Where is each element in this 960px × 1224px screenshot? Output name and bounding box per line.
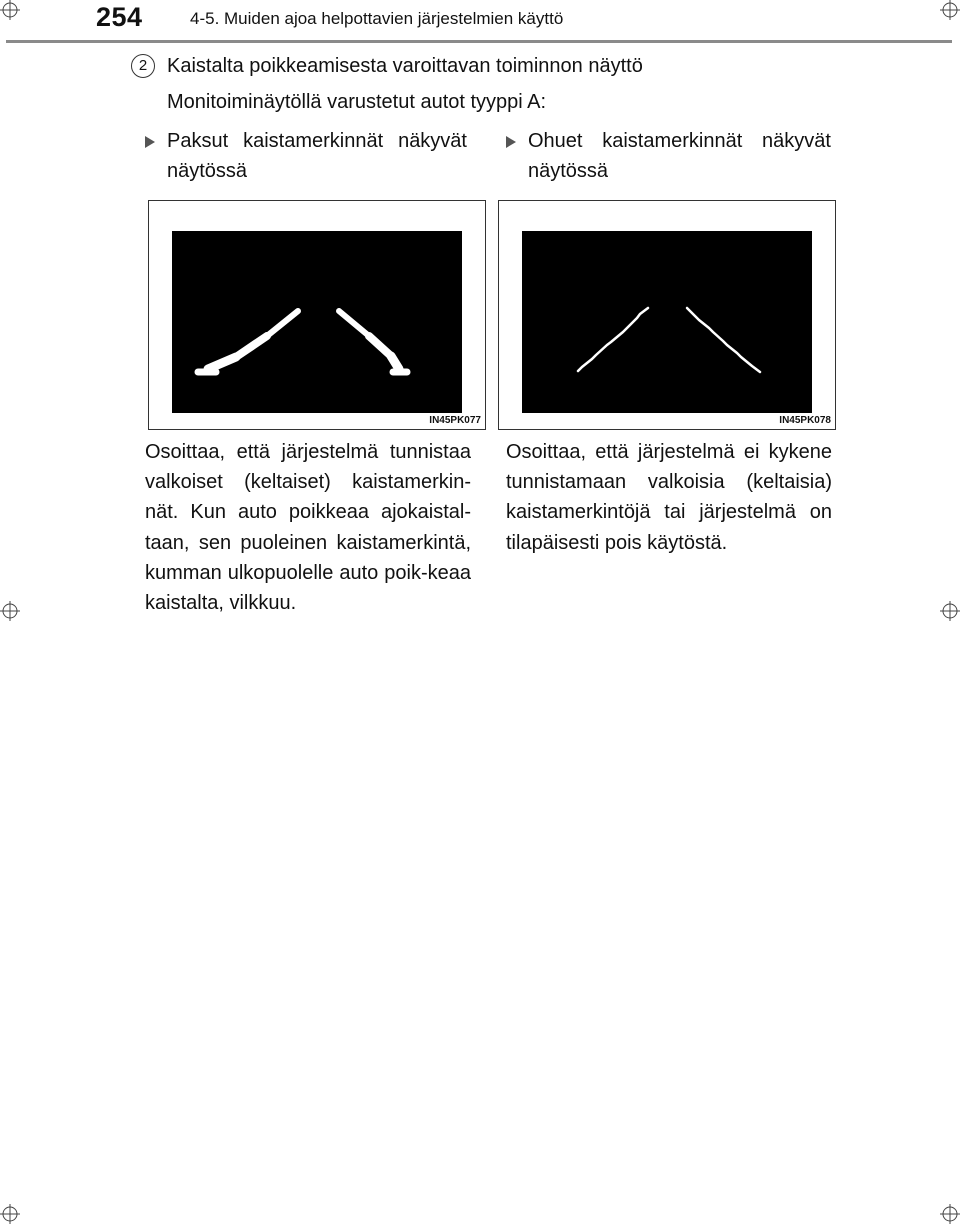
description-thick-markings: Osoittaa, että järjestelmä tunnistaa valkoiset (keltaiset) kaistamerkin-nät. Kun auto poikkeaa ajokaistal-taan, sen puoleinen kaistamerkintä, kumman ulkopuolelle auto poik-keaa kaistalta, vilkkuu.	[145, 441, 471, 615]
column-heading-thin-markings	[528, 126, 831, 186]
figure-thin-lane-markings	[498, 200, 836, 430]
triangle-right-icon	[145, 136, 155, 148]
crop-mark-bottom-right-icon	[940, 1204, 960, 1224]
crop-mark-mid-right-icon	[940, 601, 960, 621]
triangle-right-icon	[506, 136, 516, 148]
section-heading: Kaistalta poikkeamisesta varoittavan toiminnon näyttö	[167, 55, 643, 77]
display-background	[172, 231, 462, 413]
crop-mark-bottom-left-icon	[0, 1204, 20, 1224]
header-title: 4-5. Muiden ajoa helpottavien järjestelmien käyttö	[190, 9, 564, 28]
column-heading-label: Paksut kaistamerkinnät näkyvät näytössä	[167, 130, 467, 182]
display-screen-thin-markings	[522, 231, 812, 413]
crop-mark-top-left-icon	[0, 0, 20, 20]
figure-code: IN45PK077	[429, 415, 481, 426]
intro-text: Monitoiminäytöllä varustetut autot tyyppi A:	[167, 91, 547, 113]
column-heading-label: Ohuet kaistamerkinnät näkyvät näytössä	[528, 130, 831, 182]
page-number: 254	[96, 2, 143, 32]
display-background	[522, 231, 812, 413]
column-heading-thick-markings	[167, 126, 467, 186]
header-rule	[6, 40, 952, 43]
description-thin-markings: Osoittaa, että järjestelmä ei kykene tunnistamaan valkoisia (keltaisia) kaistamerkintöjä tai järjestelmä on tilapäisesti pois käytöstä.	[506, 441, 832, 554]
section-number-marker: 2	[131, 54, 155, 78]
display-screen-thick-markings	[172, 231, 462, 413]
figure-thick-lane-markings	[148, 200, 486, 430]
figure-code: IN45PK078	[779, 415, 831, 426]
crop-mark-mid-left-icon	[0, 601, 20, 621]
crop-mark-top-right-icon	[940, 0, 960, 20]
